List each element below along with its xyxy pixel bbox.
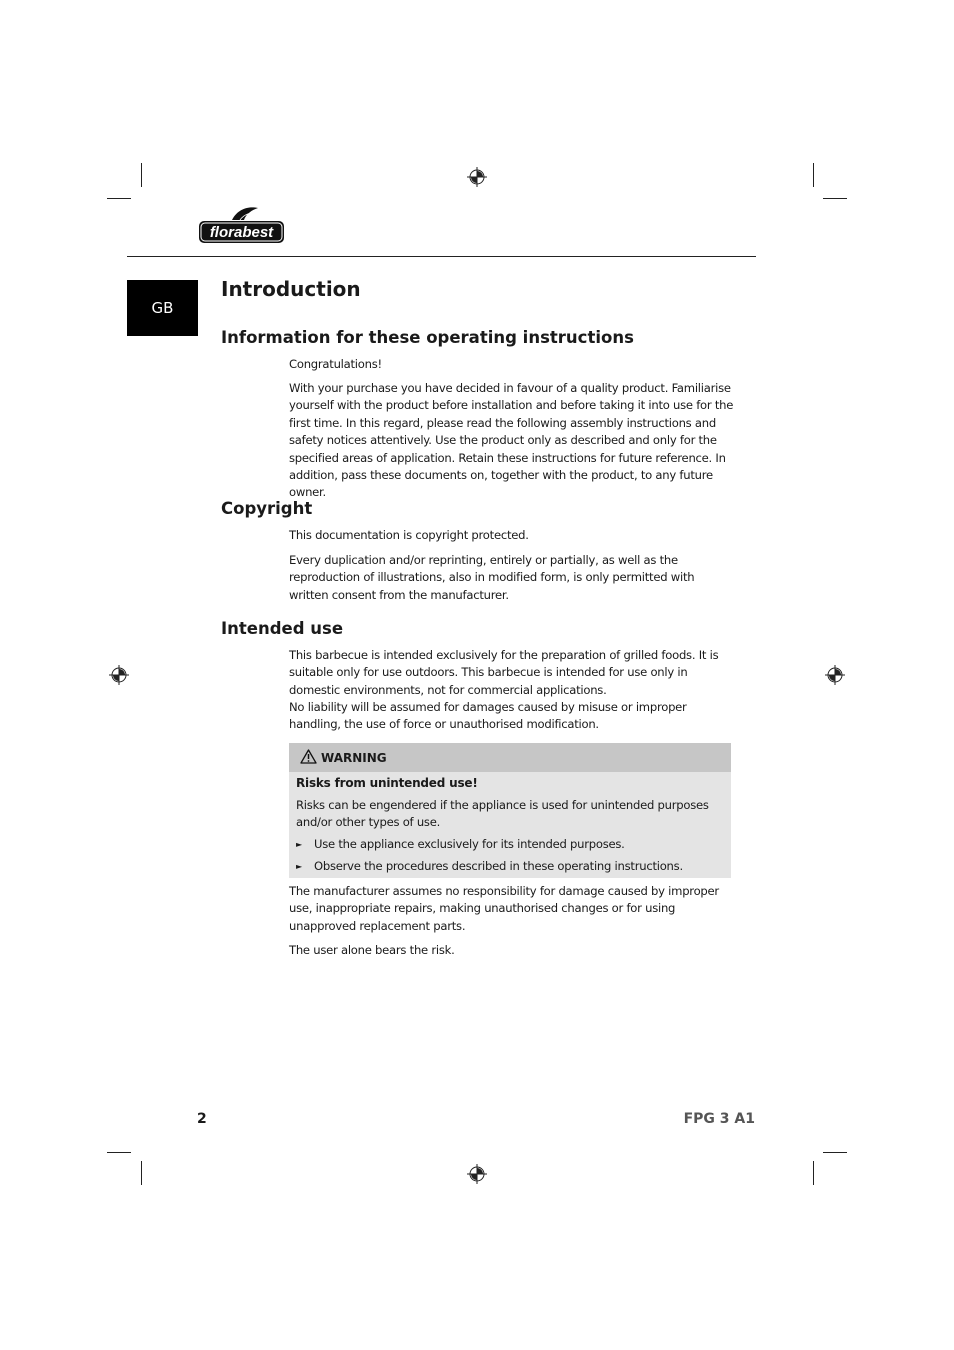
model-number: FPG 3 A1 xyxy=(683,1111,755,1127)
bullet-arrow-icon: ► xyxy=(296,862,302,871)
warning-bullet: ► Use the appliance exclusively for its intended purposes. xyxy=(296,837,625,851)
crop-mark xyxy=(813,1161,814,1185)
registration-mark-icon xyxy=(467,167,487,187)
language-tab xyxy=(127,280,198,336)
language-tab-label: GB xyxy=(151,299,174,317)
paragraph: The user alone bears the risk. xyxy=(289,943,455,957)
crop-mark xyxy=(823,1152,847,1153)
page-number: 2 xyxy=(197,1111,207,1127)
logo-wordmark: florabest xyxy=(209,224,274,241)
registration-mark-icon xyxy=(825,665,845,685)
warning-triangle-icon xyxy=(300,749,317,764)
warning-header xyxy=(289,743,731,772)
warning-text: Risks can be engendered if the appliance is used for unintended purposes and/or other types of use. xyxy=(296,798,709,830)
warning-label: WARNING xyxy=(321,751,387,765)
paragraph: With your purchase you have decided in favour of a quality product. Familiarise yourself with the product before installation and before taking it into use for the first time. In this regard, please read the following assembly instructions and safety notices attentively. Use the product only as described and only for the specified areas of application. Retain these instructions for future reference. In addition, pass these documents on, together with the product, to any future owner. xyxy=(289,381,734,500)
warning-box xyxy=(289,743,731,878)
crop-mark xyxy=(823,198,847,199)
warning-title: Risks from unintended use! xyxy=(296,776,478,790)
bullet-arrow-icon: ► xyxy=(296,840,302,849)
header-rule xyxy=(127,256,756,257)
crop-mark xyxy=(141,163,142,187)
crop-mark xyxy=(141,1161,142,1185)
paragraph: Congratulations! xyxy=(289,357,382,371)
registration-mark-icon xyxy=(467,1164,487,1184)
crop-mark xyxy=(107,198,131,199)
paragraph: The manufacturer assumes no responsibility for damage caused by improper use, inappropriate repairs, making unauthorised changes or for using unapproved replacement parts. xyxy=(289,884,719,933)
warning-bullet: ► Observe the procedures described in these operating instructions. xyxy=(296,859,683,873)
section-heading: Copyright xyxy=(221,499,313,518)
registration-mark-icon xyxy=(109,665,129,685)
page-title: Introduction xyxy=(221,277,361,301)
paragraph: Every duplication and/or reprinting, entirely or partially, as well as the reproduction of illustrations, also in modified form, is only permitted with written consent from the manufacturer. xyxy=(289,553,695,602)
paragraph: This documentation is copyright protected. xyxy=(289,528,529,542)
crop-mark xyxy=(107,1152,131,1153)
section-heading: Information for these operating instructions xyxy=(221,328,634,347)
paragraph: This barbecue is intended exclusively for the preparation of grilled foods. It is suitable only for use outdoors. This barbecue is intended for use only in domestic environments, not for commercial applications. xyxy=(289,648,719,697)
crop-mark xyxy=(813,163,814,187)
florabest-logo xyxy=(198,206,286,246)
paragraph: No liability will be assumed for damages caused by misuse or improper handling, the use of force or unauthorised modification. xyxy=(289,700,687,732)
section-heading: Intended use xyxy=(221,619,344,638)
